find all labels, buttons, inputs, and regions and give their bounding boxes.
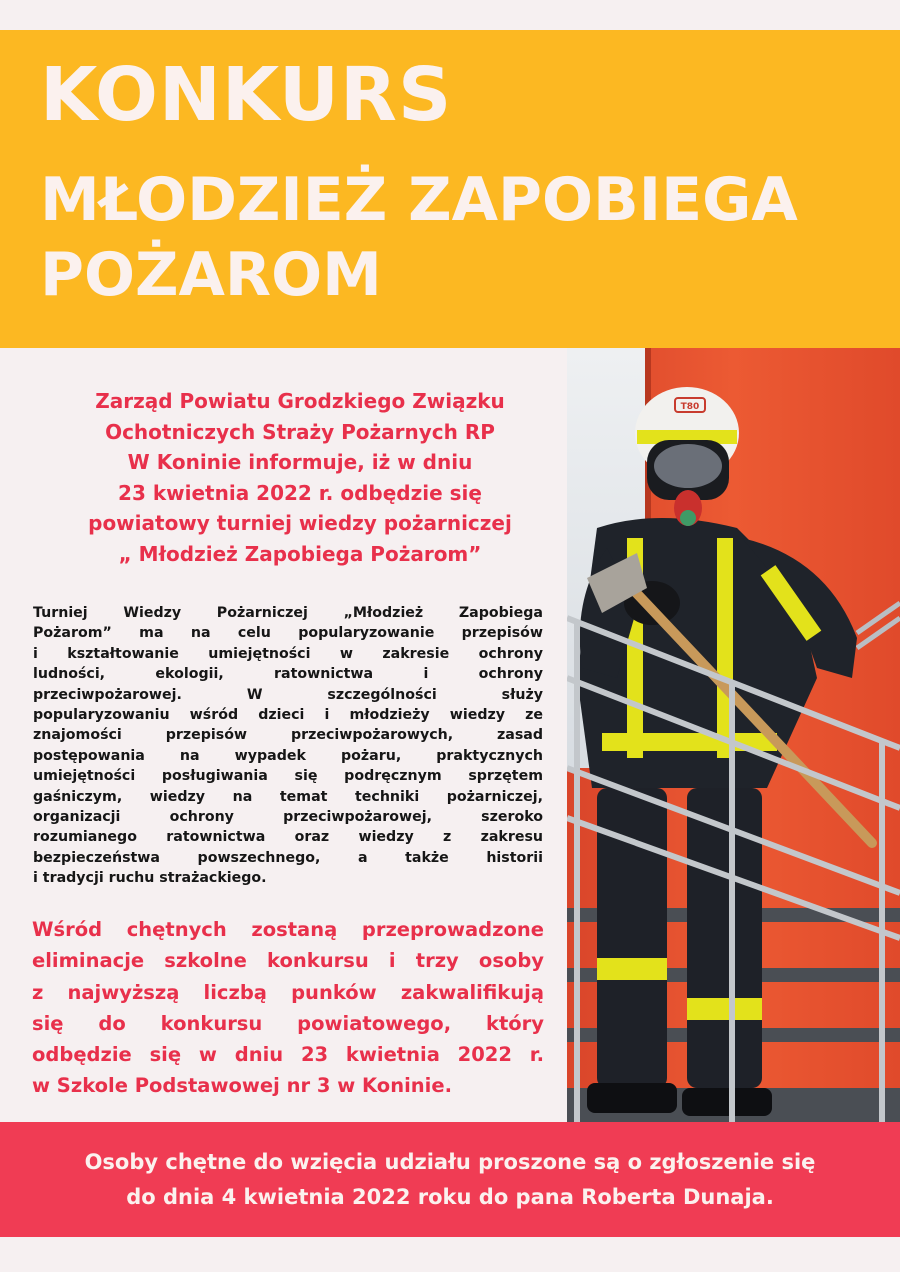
elimination-line: Wśród chętnych zostaną przeprowadzone xyxy=(32,918,544,941)
intro-line: „ Młodzież Zapobiega Pożarom” xyxy=(118,541,482,566)
footer-registration-note xyxy=(0,1145,900,1215)
elimination-line: w Szkole Podstawowej nr 3 w Koninie. xyxy=(32,1074,452,1098)
footer-line: Osoby chętne do wzięcia udziału proszone są o zgłoszenie się xyxy=(84,1150,816,1174)
description-line: przeciwpożarowej. W szczególności służy xyxy=(33,686,543,703)
intro-line: Ochotniczych Straży Pożarnych RP xyxy=(105,419,495,444)
intro-line: 23 kwietnia 2022 r. odbędzie się xyxy=(118,480,482,505)
helmet-label: T80 xyxy=(680,402,700,412)
description-line: popularyzowaniu wśród dzieci i młodzieży wiedzy ze xyxy=(33,707,543,724)
description-line: i tradycji ruchu strażackiego. xyxy=(33,870,267,887)
description-paragraph xyxy=(33,603,543,889)
firefighter-photo xyxy=(567,348,900,1122)
description-line: ludności, ekologii, ratownictwa i ochrony xyxy=(33,666,543,683)
title-mlodziez-zapobiega: MŁODZIEŻ ZAPOBIEGA xyxy=(40,165,798,235)
footer-line: do dnia 4 kwietnia 2022 roku do pana Roberta Dunaja. xyxy=(126,1185,774,1209)
description-line: i kształtowanie umiejętności w zakresie ochrony xyxy=(33,645,543,662)
elimination-line: odbędzie się w dniu 23 kwietnia 2022 r. xyxy=(32,1043,544,1067)
intro-line: W Koninie informuje, iż w dniu xyxy=(127,450,473,474)
description-line: znajomości przepisów przeciwpożarowych, zasad xyxy=(33,727,543,744)
intro-line: powiatowy turniej wiedzy pożarniczej xyxy=(88,511,512,535)
title-konkurs: KONKURS xyxy=(40,52,453,138)
description-line: bezpieczeństwa powszechnego, a także historii xyxy=(33,849,543,866)
elimination-line: eliminacje szkolne konkursu i trzy osoby xyxy=(32,949,544,973)
elimination-line: z najwyższą liczbą punków zakwalifikują xyxy=(32,980,544,1004)
description-line: Turniej Wiedzy Pożarniczej „Młodzież Zapobiega xyxy=(33,605,543,621)
elimination-info xyxy=(32,914,544,1102)
intro-line: Zarząd Powiatu Grodzkiego Związku xyxy=(95,389,505,413)
description-line: rozumianego ratownictwa oraz wiedzy z zakresu xyxy=(33,829,543,846)
intro-announcement xyxy=(30,386,570,569)
description-line: Pożarom” ma na celu popularyzowanie przepisów xyxy=(33,625,543,642)
description-line: postępowania na wypadek pożaru, praktycznych xyxy=(33,747,543,764)
description-line: gaśniczym, wiedzy na temat techniki pożarniczej, xyxy=(33,788,543,805)
elimination-line: się do konkursu powiatowego, który xyxy=(32,1011,544,1035)
description-line: organizacji ochrony przeciwpożarowej, szeroko xyxy=(33,809,543,826)
title-pozarom: POŻAROM xyxy=(40,240,382,310)
description-line: umiejętności posługiwania się podręcznym sprzętem xyxy=(33,768,543,785)
